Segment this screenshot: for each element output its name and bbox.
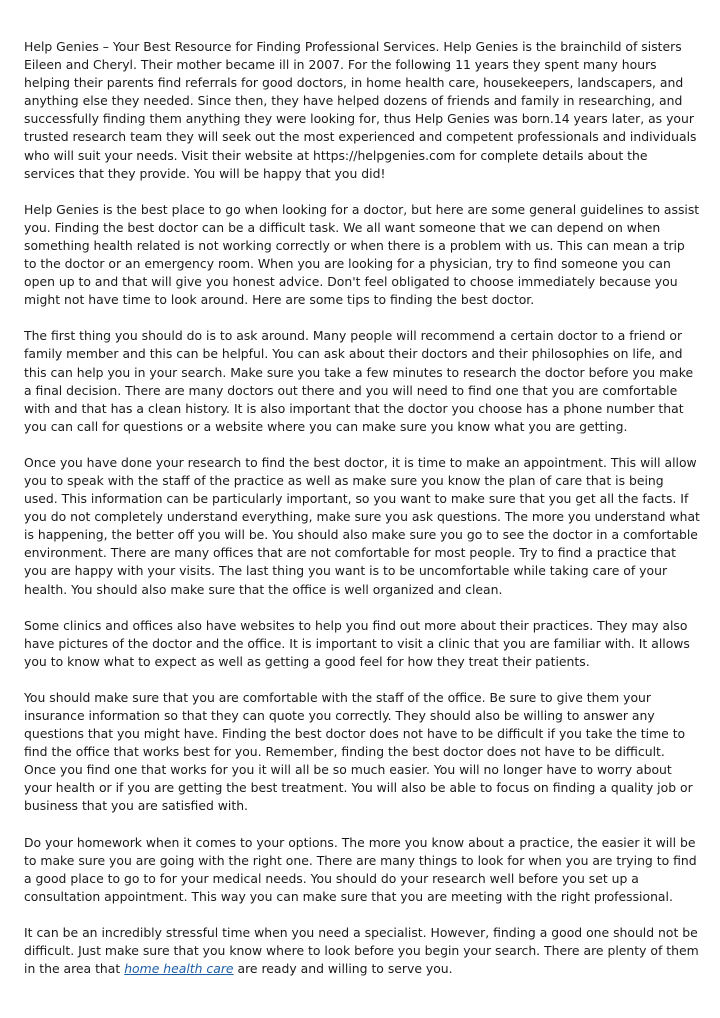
paragraph-staff: You should make sure that you are comfortable with the staff of the office. Be sure to give them your insurance information so that they can quote you correctly. They should also be willing to answer any questions that you might have. Finding the best doctor does not have to be difficult if you take the time to find the office that works best for you. Remember, finding the best doctor does not have to be difficult. Once you find one that works for you it will all be so much easier. You will no longer have to worry about your health or if you are getting the best treatment. You will also be able to focus on finding a quality job or business that you are satisfied with.	[24, 689, 693, 814]
paragraph-text-before-link: It can be an incredibly stressful time when you need a specialist. However, finding a good one should not be difficult. Just make sure that you know where to look before you begin your search. There are plenty of them in the area that	[24, 924, 699, 977]
paragraph-appointment: Once you have done your research to find the best doctor, it is time to make an appointment. This will allow you to speak with the staff of the practice as well as make sure you know the plan of care that is being used. This information can be particularly important, so you want to make sure that you get all the facts. If you do not completely understand everything, make sure you ask questions. The more you understand what is happening, the better off you will be. You should also make sure you go to see the doctor in a comfortable environment. There are many offices that are not comfortable for most people. Try to find a practice that you are happy with your visits. The last thing you want is to be uncomfortable while taking care of your health. You should also make sure that the office is well organized and clean.	[24, 454, 700, 597]
paragraph-websites: Some clinics and offices also have websites to help you find out more about their practices. They may also have pictures of the doctor and the office. It is important to visit a clinic that you are familiar with. It allows you to know what to expect as well as getting a good feel for how they treat their patients.	[24, 617, 690, 669]
paragraph-specialist	[24, 924, 700, 978]
paragraph-text-after-link: are ready and willing to serve you.	[233, 961, 453, 977]
article-body	[24, 38, 700, 996]
paragraph-intro: Help Genies – Your Best Resource for Finding Professional Services. Help Genies is the brainchild of sisters Eileen and Cheryl. Their mother became ill in 2007. For the following 11 years they spent many hours helping their parents find referrals for good doctors, in home health care, housekeepers, landscapers, and anything else they needed. Since then, they have helped dozens of friends and family in researching, and successfully finding them anything they were looking for, thus Help Genies was born.14 years later, as your trusted research team they will seek out the most experienced and competent professionals and individuals who will suit your needs. Visit their website at https://helpgenies.com for complete details about the services that they provide. You will be happy that you did!	[24, 39, 697, 181]
paragraph-finding-doctor: Help Genies is the best place to go when looking for a doctor, but here are some general guidelines to assist you. Finding the best doctor can be a difficult task. We all want someone that we can depend on when something health related is not working correctly or when there is a problem with us. This can mean a trip to the doctor or an emergency room. When you are looking for a physician, try to find someone you can open up to and that will give you honest advice. Don't feel obligated to choose immediately because you might not have time to look around. Here are some tips to finding the best doctor.	[24, 201, 700, 308]
home-health-care-link[interactable]: home health care	[124, 961, 234, 977]
paragraph-ask-around: The first thing you should do is to ask around. Many people will recommend a certain doctor to a friend or family member and this can be helpful. You can ask about their doctors and their philosophies on life, and this can help you in your search. Make sure you take a few minutes to research the doctor before you make a final decision. There are many doctors out there and you will need to find one that you are comfortable with and that has a clean history. It is also important that the doctor you choose has a phone number that you can call for questions or a website where you can make sure you know what you are getting.	[24, 328, 694, 434]
paragraph-homework: Do your homework when it comes to your options. The more you know about a practice, the easier it will be to make sure you are going with the right one. There are many things to look for when you are trying to find a good place to go to for your medical needs. You should do your research well before you set up a consultation appointment. This way you can make sure that you are meeting with the right professional.	[24, 834, 697, 904]
